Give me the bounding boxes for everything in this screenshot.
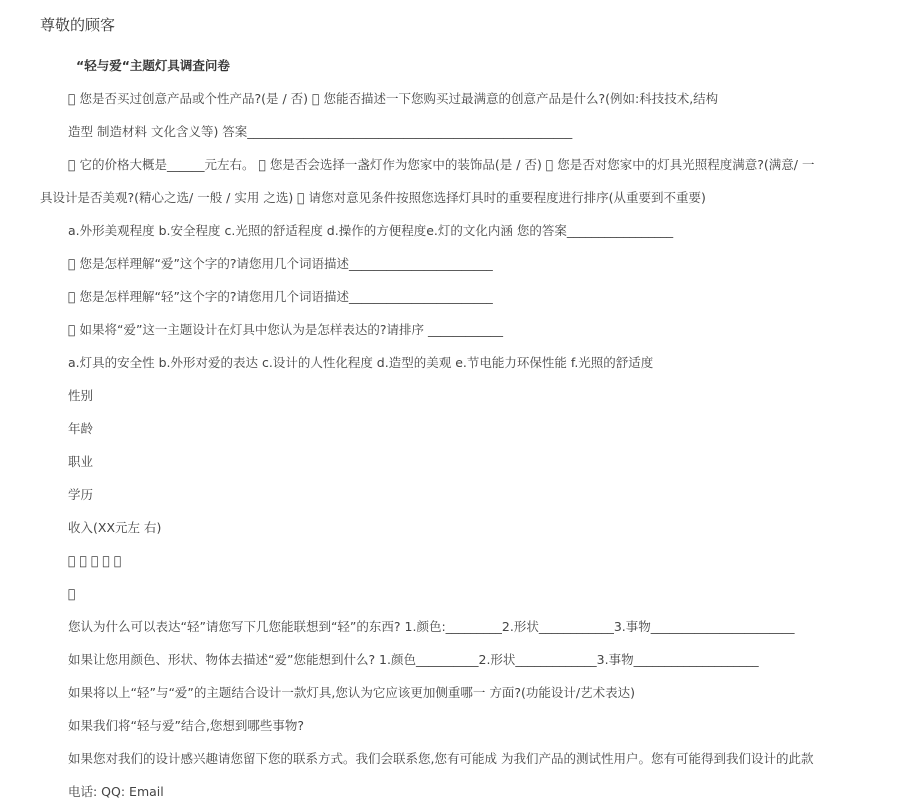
label-education: 学历	[68, 487, 94, 502]
q-emphasis: 如果将以上“轻”与“爱”的主题结合设计一款灯具,您认为它应该更加侧重哪一 方面?(功能设计/艺术表达)	[68, 685, 635, 700]
contact-invite: 如果您对我们的设计感兴趣请您留下您的联系方式。我们会联系您,您有可能成 为我们产品的测试性用户。您有可能得到我们设计的此款	[68, 751, 814, 766]
greeting: 尊敬的顾客	[40, 16, 116, 34]
contact-fields: 电话: QQ: Email	[68, 784, 164, 799]
q2-continuation: 具设计是否美观?(精心之选/ 一般 / 实用 之选)   请您对意见条件按照您选择灯具时的重要程度进行排序(从重要到不重要)	[40, 190, 706, 205]
q-combined-things: 如果我们将“轻与爱”结合,您想到哪些事物?	[68, 718, 305, 733]
placeholder-glyph:  	[68, 586, 76, 601]
placeholder-glyphs:          	[68, 553, 122, 568]
q-light-meaning:   您是怎样理解“轻”这个字的?请您用几个词语描述_______________________	[68, 289, 493, 304]
label-occupation: 职业	[68, 454, 94, 469]
q-love-associations: 如果让您用颜色、形状、物体去描述“爱”您能想到什么? 1.颜色__________2.形状_____________3.事物____________________	[68, 652, 759, 667]
q1-continuation: 造型 制造材料 文化含义等) 答案____________________________________________________	[68, 124, 573, 139]
q2-line:   它的价格大概是______元左右。   您是否会选择一盏灯作为您家中的装饰品(是 / 否)   您是否对您家中的灯具光照程度满意?(满意/ 一	[68, 157, 815, 172]
label-gender: 性别	[68, 388, 94, 403]
love-theme-options: a.灯具的安全性 b.外形对爱的表达 c.设计的人性化程度 d.造型的美观 e.节电能力环保性能 f.光照的舒适度	[68, 355, 654, 370]
q1-line:   您是否买过创意产品或个性产品?(是 / 否)   您能否描述一下您购买过最满意的创意产品是什么?(例如:科技技术,结构	[68, 91, 719, 106]
label-age: 年龄	[68, 421, 94, 436]
label-income: 收入(XX元左 右)	[68, 520, 162, 535]
q-love-meaning:   您是怎样理解“爱”这个字的?请您用几个词语描述_______________________	[68, 256, 493, 271]
survey-title: “轻与爱“主题灯具调查问卷	[76, 58, 230, 73]
q-light-associations: 您认为什么可以表达“轻”请您写下几您能联想到“轻”的东西? 1.颜色:_________2.形状____________3.事物_______________________	[68, 619, 795, 634]
q-love-theme-order:   如果将“爱”这一主题设计在灯具中您认为是怎样表达的?请排序 ____________	[68, 322, 504, 337]
ranking-options-line: a.外形美观程度 b.安全程度 c.光照的舒适程度 d.操作的方便程度e.灯的文化内涵 您的答案_________________	[68, 223, 674, 238]
